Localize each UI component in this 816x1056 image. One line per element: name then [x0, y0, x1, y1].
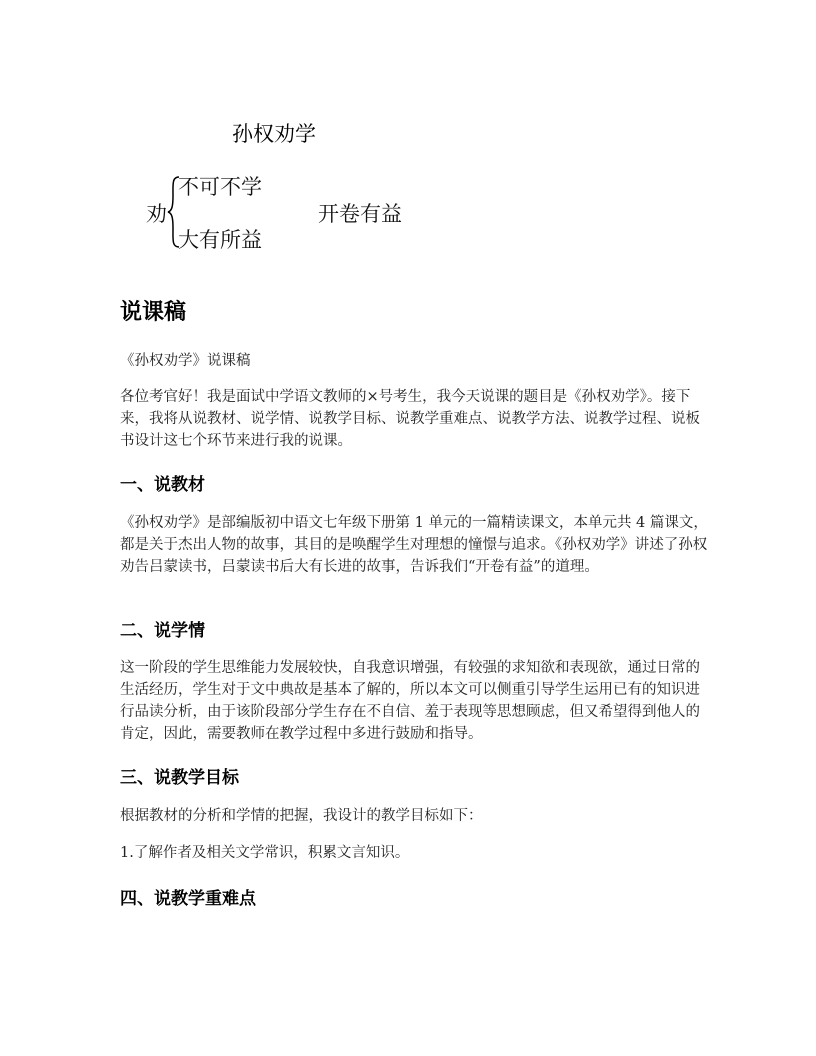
document-subtitle: 《孙权劝学》说课稿	[120, 353, 251, 369]
section-text-textbook: 《孙权劝学》是部编版初中语文七年级下册第 1 单元的一篇精读课文，本单元共 4 篇课文，都是关于杰出人物的故事，其目的是唤醒学生对理想的憧憬与追求。《孙权劝学》讲述了孙权劝告吕蒙读书，吕蒙读书后大有长进的故事，告诉我们“开卷有益”的道理。	[120, 515, 708, 575]
section-text-students: 这一阶段的学生思维能力发展较快，自我意识增强，有较强的求知欲和表现欲，通过日常的生活经历，学生对于文中典故是基本了解的，所以本文可以侧重引导学生运用已有的知识进行品读分析，由于该阶段部分学生存在不自信、羞于表现等思想顾虑，但又希望得到他人的肯定，因此，需要教师在教学过程中多进行鼓励和指导。	[120, 660, 700, 742]
blackboard-right: 开卷有益	[318, 202, 402, 226]
goal-item-1: 1.了解作者及相关文学常识，积累文言知识。	[120, 845, 410, 861]
section-heading-goals: 三、说教学目标	[120, 768, 239, 788]
section-heading-students: 二、说学情	[120, 621, 205, 641]
blackboard-item-1: 不可不学	[178, 175, 262, 199]
blackboard-title: 孙权劝学	[232, 122, 316, 146]
blackboard-left-char: 劝	[146, 202, 167, 226]
intro-paragraph: 各位考官好！我是面试中学语文教师的×号考生，我今天说课的题目是《孙权劝学》。接下来，我将从说教材、说学情、说教学目标、说教学重难点、说教学方法、说教学过程、说板书设计这七个环节来进行我的说课。	[120, 389, 700, 449]
document-title: 说课稿	[120, 300, 187, 325]
section-heading-key-points: 四、说教学重难点	[120, 889, 256, 909]
section-text-goals: 根据教材的分析和学情的把握，我设计的教学目标如下：	[120, 808, 483, 824]
section-heading-textbook: 一、说教材	[120, 475, 205, 495]
blackboard-item-2: 大有所益	[178, 228, 262, 252]
